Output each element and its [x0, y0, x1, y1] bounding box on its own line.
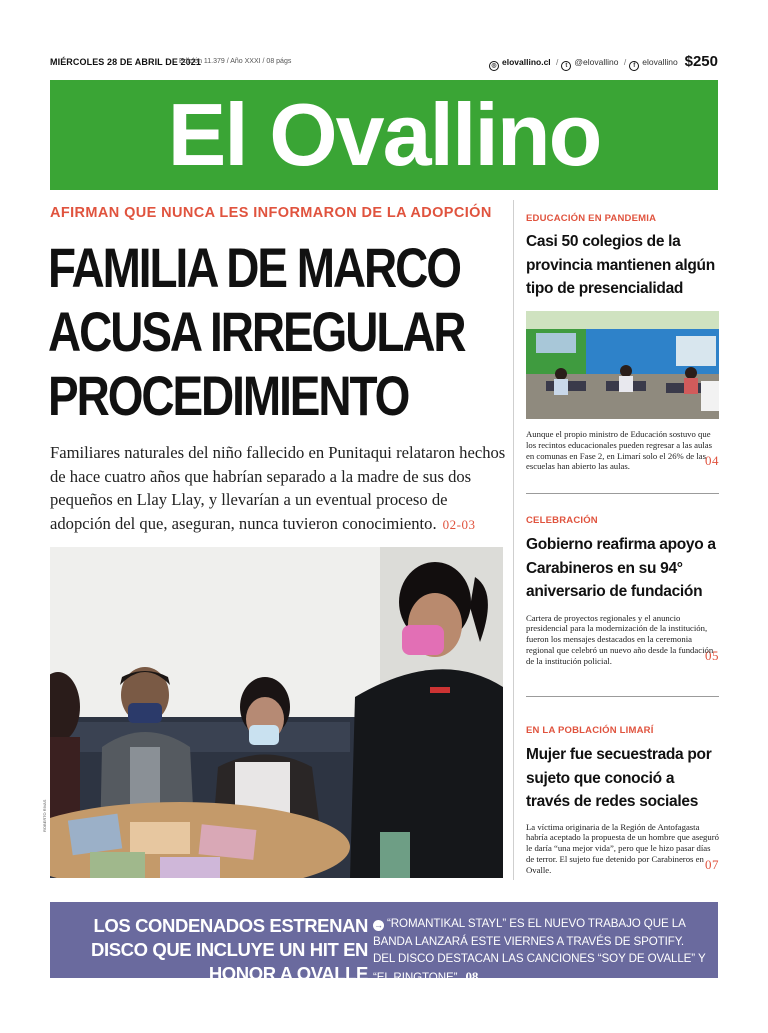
- story-body: [526, 429, 719, 472]
- sidebar-story-summary: [526, 429, 719, 472]
- story-category: EN LA POBLACIÓN LIMARÍ: [526, 725, 654, 736]
- facebook-handle[interactable]: elovallino: [642, 57, 678, 67]
- price: $250: [684, 53, 718, 70]
- sidebar-story[interactable]: [526, 515, 719, 666]
- newspaper-logo: El Ovallino: [167, 85, 601, 184]
- sidebar-divider: [526, 493, 719, 494]
- page-reference[interactable]: 02-03: [442, 516, 476, 532]
- banner-summary: [373, 915, 708, 986]
- main-lead: [50, 441, 508, 536]
- story-category: EDUCACIÓN EN PANDEMIA: [526, 213, 657, 224]
- globe-icon: ◎: [489, 61, 499, 71]
- page-reference[interactable]: 05: [705, 647, 719, 663]
- separator: /: [556, 57, 559, 67]
- family-photo-illustration: [50, 547, 503, 878]
- lead-text: Familiares naturales del niño fallecido en Punitaqui relataron hechos de hace cuatro años que habrían separado a la madre de sus dos pequeños en Llay Llay, y llevarían a un eventual proceso de adopción del que, aseguran, nunca tuvieron conocimiento.: [50, 443, 506, 533]
- page-reference[interactable]: 04: [705, 453, 719, 469]
- edition-info: Edición 11.379 / Año XXXI / 08 págs: [179, 58, 292, 65]
- twitter-icon: t: [561, 61, 571, 71]
- main-kicker: AFIRMAN QUE NUNCA LES INFORMARON DE LA ADOPCIÓN: [50, 205, 492, 221]
- classroom-illustration: [526, 311, 719, 419]
- page-reference[interactable]: 08: [465, 968, 479, 984]
- issue-date: MIÉRCOLES 28 DE ABRIL DE 2021: [50, 57, 201, 67]
- headline-line: FAMILIA DE MARCO: [48, 236, 460, 299]
- social-links: [489, 57, 678, 71]
- photo-credit: ROBERTO RIVAS: [42, 799, 47, 832]
- story-body-text: La víctima originaria de la Región de Antofagasta habría aceptado la propuesta de un hombre que aseguró le daría “una mejor vida”, pero que le hizo pasar días de terror. El sujeto fue detenido por Carabineros en Ovalle.: [526, 821, 719, 875]
- arrow-right-icon: →: [374, 920, 383, 930]
- sidebar-divider: [526, 696, 719, 697]
- twitter-handle[interactable]: @elovallino: [574, 57, 619, 67]
- top-info-bar: [50, 54, 718, 72]
- sidebar-story[interactable]: [526, 213, 719, 301]
- facebook-icon: f: [629, 61, 639, 71]
- story-body-text: Cartera de proyectos regionales y el anuncio presidencial para la modernización de la institución, fueron los mensajes destacados en la ceremonia regional que celebró un nuevo año desde la fundación de la institución policial.: [526, 612, 714, 666]
- main-headline[interactable]: [48, 236, 465, 428]
- story-category: CELEBRACIÓN: [526, 515, 598, 526]
- page-reference[interactable]: 07: [705, 856, 719, 872]
- banner-summary-text: “ROMANTIKAL STAYL” ES EL NUEVO TRABAJO QUE LA BANDA LANZARÁ ESTE VIERNES A TRAVÉS DE SPOTIFY. DEL DISCO DESTACAN LAS CANCIONES “SOY DE OVALLE” Y “EL RINGTONE”.: [373, 917, 706, 984]
- story-title[interactable]: Mujer fue secuestrada por sujeto que conoció a través de redes sociales: [526, 746, 712, 810]
- bottom-banner[interactable]: [50, 902, 718, 984]
- story-body-text: Aunque el propio ministro de Educación sostuvo que los recintos educacionales pueden regresar a las aulas en comunas en Fase 2, en Limarí solo el 26% de las escuelas han abierto las aulas.: [526, 429, 712, 472]
- main-photo: [50, 547, 503, 878]
- headline-line: ACUSA IRREGULAR: [48, 300, 465, 363]
- story-body: [526, 822, 719, 876]
- sidebar: [513, 200, 718, 880]
- banner-headline: LOS CONDENADOS ESTRENAN DISCO QUE INCLUYE UN HIT EN HONOR A OVALLE: [91, 915, 368, 984]
- masthead: [50, 80, 718, 190]
- separator: /: [623, 57, 627, 67]
- story-title[interactable]: Gobierno reafirma apoyo a Carabineros en su 94° aniversario de fundación: [526, 536, 716, 600]
- headline-line: PROCEDIMIENTO: [48, 364, 409, 427]
- sidebar-story[interactable]: [526, 725, 719, 875]
- story-body: [526, 613, 719, 667]
- classroom-photo: [526, 311, 719, 419]
- story-title[interactable]: Casi 50 colegios de la provincia mantienen algún tipo de presencialidad: [526, 233, 715, 297]
- website-link[interactable]: elovallino.cl: [502, 57, 551, 67]
